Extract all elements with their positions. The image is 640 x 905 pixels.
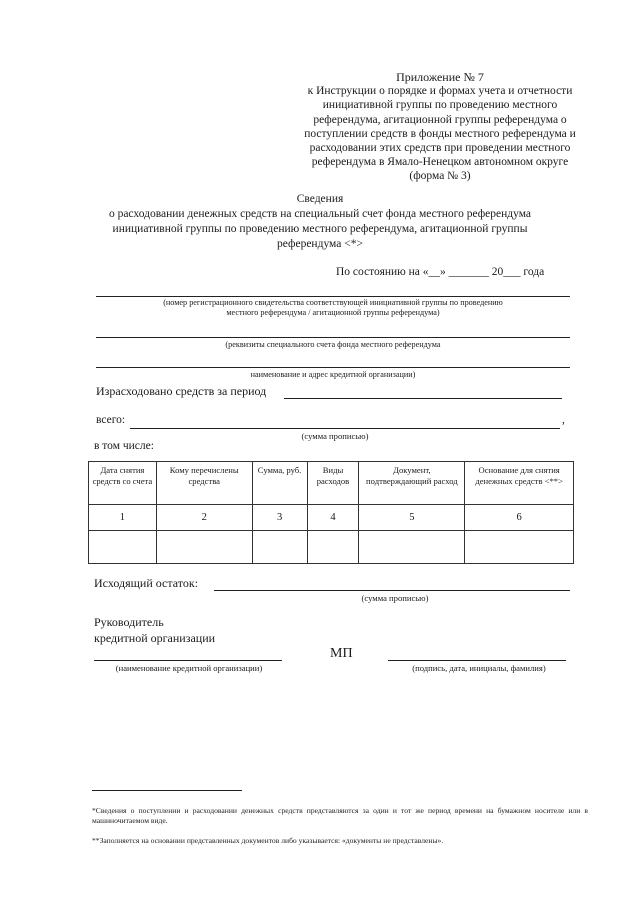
expenses-table — [88, 461, 574, 564]
spent-period-label: Израсходовано средств за период — [96, 384, 267, 398]
column-number: 3 — [252, 505, 307, 531]
sum-words-caption: (сумма прописью) — [301, 431, 369, 441]
bank-line[interactable] — [96, 367, 570, 368]
column-number: 2 — [156, 505, 252, 531]
head-label-2: кредитной организации — [94, 631, 216, 645]
signature-caption: (подпись, дата, инициалы, фамилия) — [412, 663, 546, 673]
reg-number-caption-2: местного референдума / агитационной группы референдума) — [226, 308, 440, 317]
appendix-line: к Инструкции о порядке и формах учета и отчетности — [307, 85, 573, 98]
spent-period-line[interactable] — [284, 398, 562, 399]
footnote-one: *Сведения о поступлении и расходовании денежных средств представляются за один и тот же период времени на бумажном носителе или в машиночитаемом виде. — [92, 806, 588, 825]
column-header: Виды расходов — [307, 462, 359, 505]
appendix-line: инициативной группы по проведению местного — [322, 99, 558, 112]
total-label: всего: — [96, 414, 126, 426]
table-cell[interactable] — [465, 531, 574, 564]
table-number-row — [89, 505, 574, 531]
column-header: Документ, подтверждающий расход — [359, 462, 465, 505]
document-heading — [60, 192, 580, 252]
column-number: 6 — [465, 505, 574, 531]
org-name-line[interactable] — [94, 660, 282, 661]
table-header-row — [89, 462, 574, 505]
balance-line[interactable] — [214, 590, 570, 591]
footnote-two: **Заполняется на основании представленных документов либо указывается: «документы не представлены». — [92, 836, 444, 845]
head-label-1: Руководитель — [94, 615, 164, 629]
heading-line: референдума <*> — [277, 238, 363, 250]
appendix-block — [280, 70, 600, 184]
reg-number-caption-1: (номер регистрационного свидетельства соответствующей инициативной группы по проведению — [163, 298, 503, 307]
as-of-date[interactable]: По состоянию на «__» _______ 20___ года — [336, 266, 545, 278]
signature-line[interactable] — [388, 660, 566, 661]
appendix-title: Приложение № 7 — [396, 70, 484, 84]
table-cell[interactable] — [156, 531, 252, 564]
stamp-placeholder: МП — [330, 646, 353, 661]
org-name-caption: (наименование кредитной организации) — [115, 663, 263, 673]
account-line[interactable] — [96, 337, 570, 338]
table-cell[interactable] — [252, 531, 307, 564]
appendix-line: референдума, агитационной группы референдума о — [313, 113, 567, 126]
including-label: в том числе: — [94, 440, 154, 452]
appendix-line: расходовании этих средств при проведении местного — [309, 142, 571, 155]
table-cell[interactable] — [307, 531, 359, 564]
table-row[interactable] — [89, 531, 574, 564]
appendix-line: референдума в Ямало-Ненецком автономном округе — [311, 156, 569, 169]
column-header: Основание для снятия денежных средств <**> — [465, 462, 574, 505]
column-header: Кому перечислены средства — [156, 462, 252, 505]
table-cell[interactable] — [359, 531, 465, 564]
appendix-line: поступлении средств в фонды местного референдума и — [304, 127, 576, 140]
heading-line: инициативной группы по проведению местного референдума, агитационной группы — [112, 223, 528, 235]
form-number: (форма № 3) — [409, 170, 471, 183]
column-header: Сумма, руб. — [252, 462, 307, 505]
sum-words-caption-2: (сумма прописью) — [361, 593, 429, 603]
account-caption: (реквизиты специального счета фонда местного референдума — [225, 340, 441, 349]
column-number: 5 — [359, 505, 465, 531]
heading-title: Сведения — [296, 193, 344, 205]
bank-caption: наименование и адрес кредитной организации) — [250, 370, 416, 379]
balance-label: Исходящий остаток: — [94, 576, 199, 590]
column-number: 1 — [89, 505, 157, 531]
total-comma: , — [562, 414, 565, 426]
heading-line: о расходовании денежных средств на специальный счет фонда местного референдума — [108, 208, 532, 220]
table-cell[interactable] — [89, 531, 157, 564]
reg-number-line[interactable] — [96, 296, 570, 297]
reg-number-caption — [96, 298, 570, 318]
column-number: 4 — [307, 505, 359, 531]
total-line[interactable] — [130, 428, 560, 429]
column-header: Дата снятия средств со счета — [89, 462, 157, 505]
footnote-separator — [92, 790, 242, 791]
